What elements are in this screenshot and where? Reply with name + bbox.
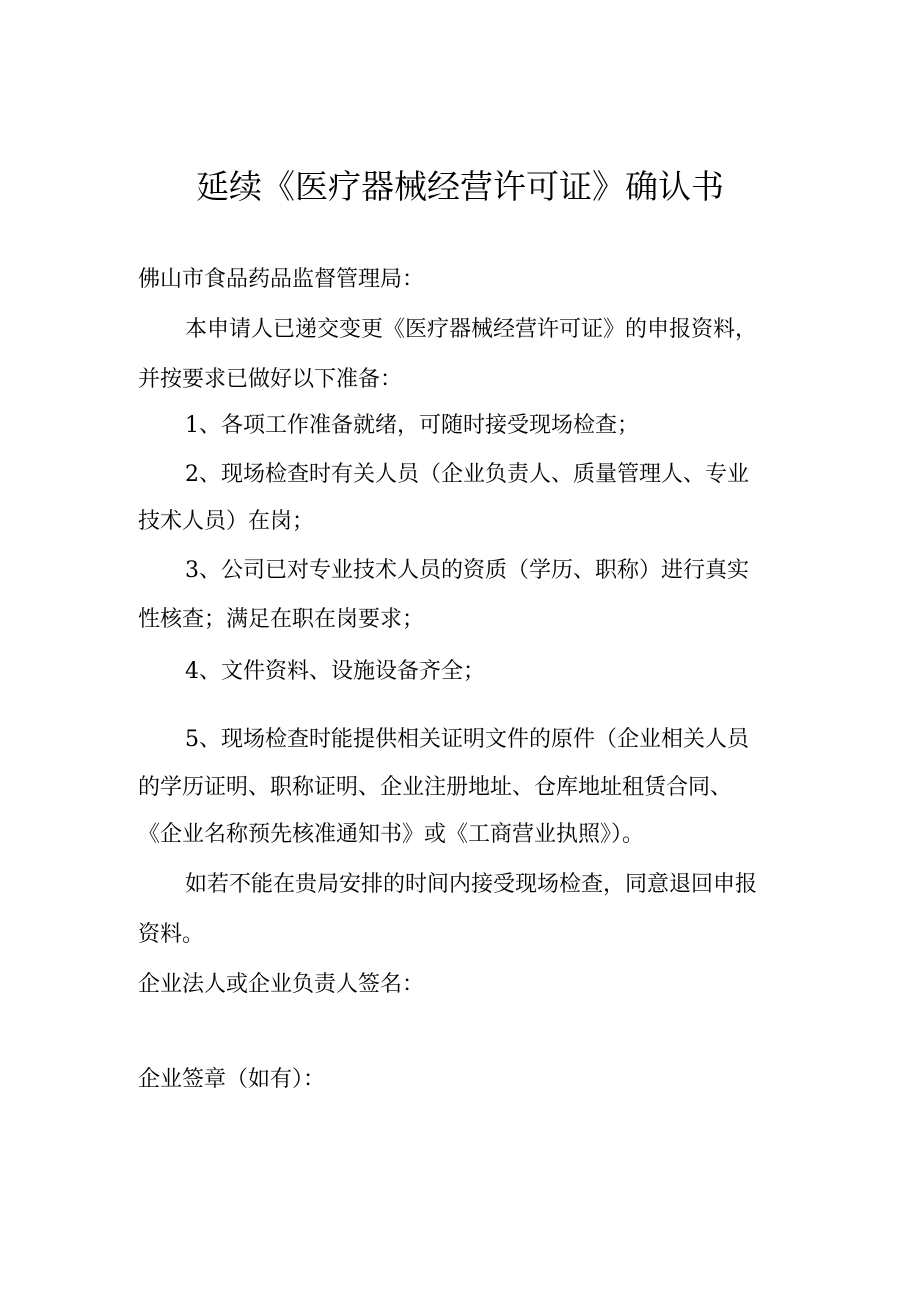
item-4: 4、文件资料、设施设备齐全；: [185, 659, 485, 684]
item-5-line-3: 《企业名称预先核准通知书》或《工商营业执照》）。: [138, 822, 645, 847]
item-3-line-2: 性核查；满足在职在岗要求；: [138, 607, 425, 632]
item-2-line-1: 2、现场检查时有关人员（企业负责人、质量管理人、专业: [185, 462, 749, 487]
item-2-line-2: 技术人员）在岗；: [138, 509, 315, 534]
intro-line-1: 本申请人已递交变更《医疗器械经营许可证》的申报资料，: [185, 317, 758, 342]
item-3-line-1: 3、公司已对专业技术人员的资质（学历、职称）进行真实: [185, 558, 749, 583]
addressee: 佛山市食品药品监督管理局：: [138, 267, 425, 292]
intro-line-2: 并按要求已做好以下准备：: [138, 367, 403, 392]
signature-label: 企业法人或企业负责人签名：: [138, 972, 425, 997]
document-title: 延续《医疗器械经营许可证》确认书: [196, 167, 724, 206]
item-1: 1、各项工作准备就绪，可随时接受现场检查；: [185, 413, 639, 438]
closing-line-1: 如若不能在贵局安排的时间内接受现场检查，同意退回申报: [185, 872, 758, 897]
closing-line-2: 资料。: [138, 922, 205, 947]
item-5-line-2: 的学历证明、职称证明、企业注册地址、仓库地址租赁合同、: [138, 775, 733, 800]
seal-label: 企业签章（如有）：: [138, 1067, 326, 1092]
item-5-line-1: 5、现场检查时能提供相关证明文件的原件（企业相关人员: [185, 727, 749, 752]
